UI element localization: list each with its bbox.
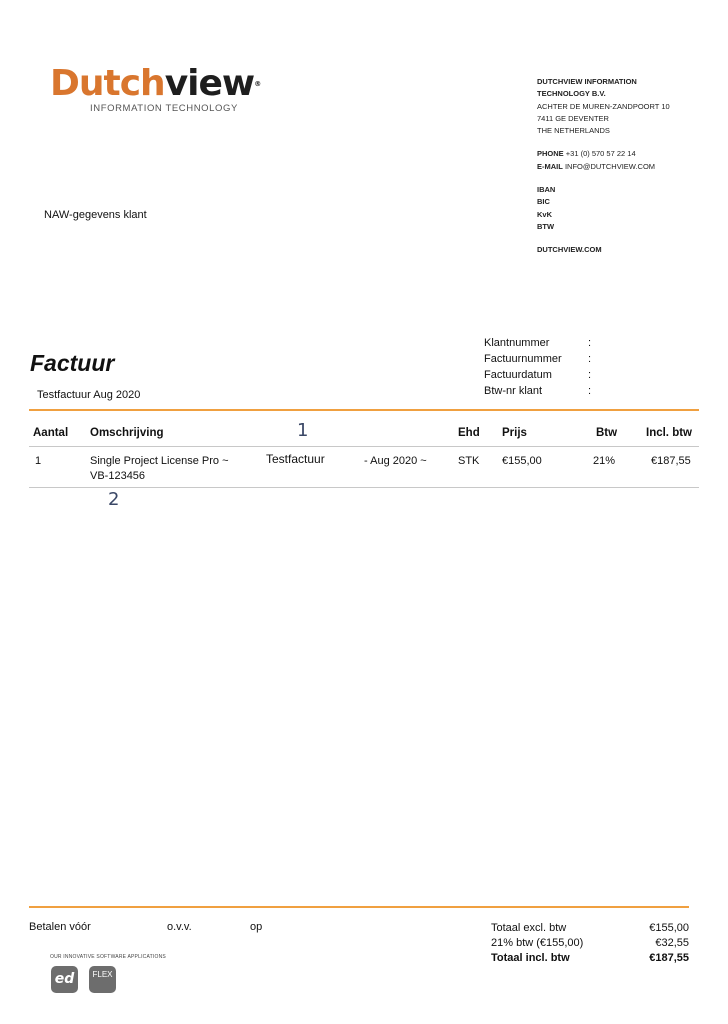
- total-value: €187,55: [649, 952, 689, 964]
- col-header-prijs: Prijs: [502, 427, 527, 439]
- logo-wordmark: [50, 63, 261, 104]
- row-ehd: STK: [458, 455, 480, 467]
- total-value: €155,00: [649, 922, 689, 934]
- logo-registered-mark: ®: [254, 80, 261, 88]
- totals-block: [491, 921, 689, 966]
- meta-separator: :: [588, 369, 592, 381]
- row-omschrijving: [90, 454, 260, 484]
- email-label: E-MAIL: [537, 161, 563, 171]
- meta-label: Btw-nr klant: [484, 385, 543, 397]
- row-incl-btw: €187,55: [651, 455, 691, 467]
- footer-divider: [29, 906, 689, 908]
- company-country: THE NETHERLANDS: [537, 126, 610, 136]
- company-website: DUTCHVIEW.COM: [537, 245, 602, 255]
- invoice-title: Factuur: [30, 350, 115, 376]
- logo-part-view: view: [164, 63, 255, 104]
- btw-label: BTW: [537, 221, 555, 231]
- total-incl-row: [491, 951, 689, 966]
- total-label: Totaal incl. btw: [491, 952, 570, 964]
- meta-label: Factuurnummer: [484, 353, 562, 365]
- pay-before-label: Betalen vóór: [29, 921, 91, 933]
- header-divider: [29, 409, 699, 411]
- logo-part-dutch: Dutch: [50, 63, 165, 104]
- company-email: [537, 161, 712, 173]
- iban-label: IBAN: [537, 185, 556, 195]
- company-details: [537, 76, 712, 257]
- col-header-aantal: Aantal: [33, 427, 69, 439]
- ovv-label: o.v.v.: [167, 921, 192, 933]
- company-phone: [537, 148, 712, 160]
- meta-row-btw-nr: [484, 383, 591, 399]
- meta-row-factuurnummer: [484, 351, 591, 367]
- logo-tagline: INFORMATION TECHNOLOGY: [90, 103, 238, 114]
- annotation-marker-2: 2: [108, 489, 120, 510]
- table-header-divider: [29, 446, 699, 447]
- col-header-incl-btw: Incl. btw: [646, 427, 692, 439]
- total-value: €32,55: [655, 937, 689, 949]
- vat-row: [491, 936, 689, 951]
- flex-app-icon: [89, 966, 116, 993]
- meta-row-klantnummer: [484, 335, 591, 351]
- phone-label: PHONE: [537, 149, 564, 159]
- row-omschrijving-line2: VB-123456: [90, 470, 146, 482]
- invoice-subtitle: Testfactuur Aug 2020: [37, 389, 141, 401]
- table-row-divider: [29, 487, 699, 488]
- customer-address-label: NAW-gegevens klant: [44, 209, 147, 221]
- row-omschrijving-insert: Testfactuur: [266, 452, 325, 466]
- phone-value: +31 (0) 570 57 22 14: [565, 149, 636, 159]
- row-omschrijving-period: - Aug 2020 ~: [364, 455, 427, 467]
- meta-label: Factuurdatum: [484, 369, 552, 381]
- innovative-apps-label: OUR INNOVATIVE SOFTWARE APPLICATIONS: [50, 954, 166, 960]
- meta-separator: :: [588, 385, 592, 397]
- meta-separator: :: [588, 353, 592, 365]
- company-logo: [50, 63, 261, 114]
- invoice-meta: [484, 335, 591, 399]
- meta-label: Klantnummer: [484, 337, 550, 349]
- op-label: op: [250, 921, 263, 933]
- row-prijs: €155,00: [502, 455, 542, 467]
- annotation-marker-1: 1: [297, 420, 309, 441]
- col-header-omschrijving: Omschrijving: [90, 427, 164, 439]
- company-name-line1: DUTCHVIEW INFORMATION: [537, 77, 637, 86]
- ed-app-icon: ed: [51, 966, 78, 993]
- col-header-ehd: Ehd: [458, 427, 480, 439]
- row-aantal: 1: [35, 455, 42, 467]
- total-label: 21% btw (€155,00): [491, 937, 584, 949]
- company-name-line2: TECHNOLOGY B.V.: [537, 89, 606, 99]
- email-value: INFO@DUTCHVIEW.COM: [564, 161, 656, 171]
- row-omschrijving-line1: Single Project License Pro ~: [90, 455, 229, 467]
- flex-app-label: FLEX: [92, 970, 113, 979]
- total-label: Totaal excl. btw: [491, 922, 567, 934]
- meta-separator: :: [588, 337, 592, 349]
- company-address-line1: ACHTER DE MUREN-ZANDPOORT 10: [537, 101, 670, 111]
- bic-label: BIC: [537, 197, 550, 207]
- kvk-label: KvK: [537, 209, 553, 219]
- meta-row-factuurdatum: [484, 367, 591, 383]
- company-address-line2: 7411 GE DEVENTER: [537, 113, 609, 123]
- row-btw: 21%: [593, 455, 616, 467]
- col-header-btw: Btw: [596, 427, 618, 439]
- total-excl-row: [491, 921, 689, 936]
